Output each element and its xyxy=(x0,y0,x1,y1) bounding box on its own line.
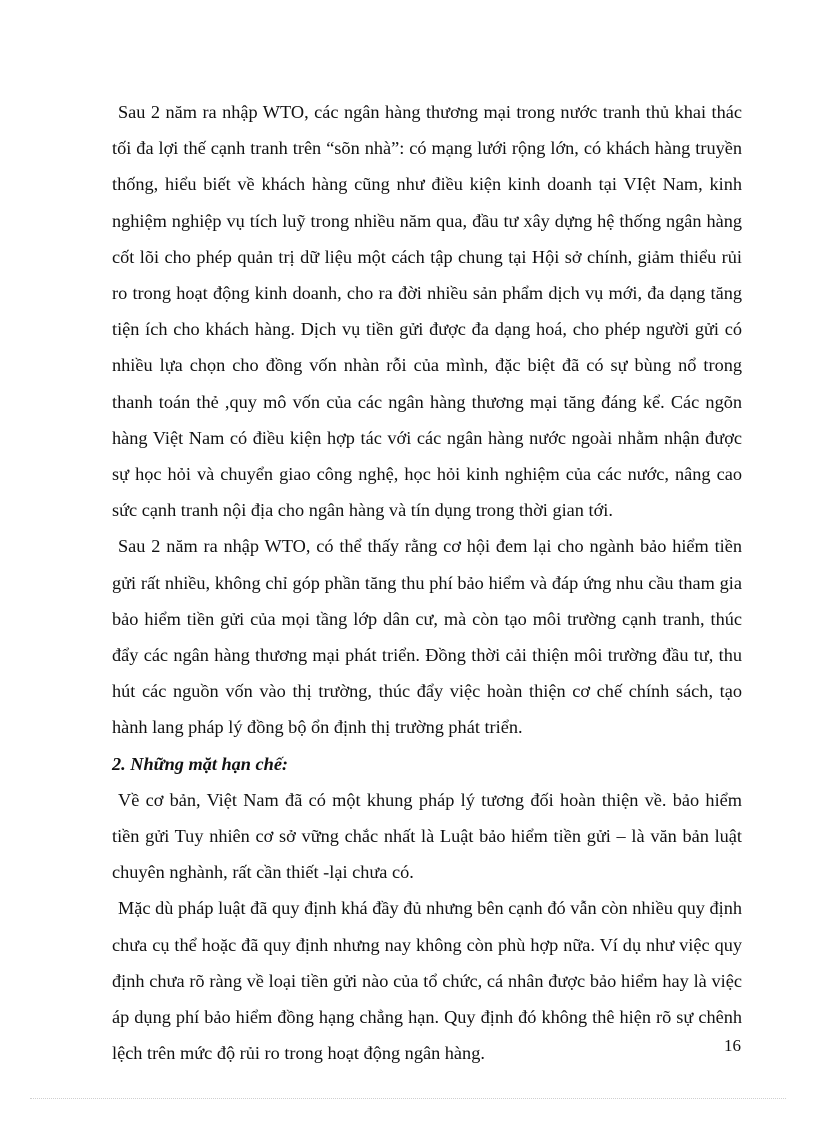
paragraph-legal-framework: Về cơ bản, Việt Nam đã có một khung pháp lý tương đối hoàn thiện về. bảo hiểm tiền gửi Tuy nhiên cơ sở vững chắc nhất là Luật bảo hiểm tiền gửi – là văn bản luật chuyên nghành, rất cần thiết -lại chưa có. xyxy=(112,789,742,883)
paragraph-wto-deposit-insurance: Sau 2 năm ra nhập WTO, có thể thấy rằng cơ hội đem lại cho ngành bảo hiểm tiền gửi rất nhiều, không chỉ góp phần tăng thu phí bảo hiểm và đáp ứng nhu cầu tham gia bảo hiểm tiền gửi của mọi tầng lớp dân cư, mà còn tạo môi trường cạnh tranh, thúc đẩy các ngân hàng thương mại phát triển. Đồng thời cải thiện môi trường đầu tư, thu hút các nguồn vốn vào thị trường, thúc đẩy việc hoàn thiện cơ chế chính sách, tạo hành lang pháp lý đồng bộ ổn định thị trường phát triển. xyxy=(112,536,742,738)
section-heading-limitations: 2. Những mặt hạn chế: xyxy=(112,753,289,774)
document-body xyxy=(112,94,742,1071)
paragraph-wto-banks: Sau 2 năm ra nhập WTO, các ngân hàng thương mại trong nước tranh thủ khai thác tối đa lợi thế cạnh tranh trên “sõn nhà”: có mạng lưới rộng lớn, có khách hàng truyền thống, hiểu biết về khách hàng cũng như điều kiện kinh doanh tại VIệt Nam, kinh nghiệm nghiệp vụ tích luỹ trong nhiều năm qua, đầu tư xây dựng hệ thống ngân hàng cốt lõi cho phép quản trị dữ liệu một cách tập chung tại Hội sở chính, giảm thiểu rủi ro trong hoạt động kinh doanh, cho ra đời nhiều sản phẩm dịch vụ mới, đa dạng tăng tiện ích cho khách hàng. Dịch vụ tiền gửi được đa dạng hoá, cho phép người gửi có nhiều lựa chọn cho đồng vốn nhàn rỗi của mình, đặc biệt đã có sự bùng nổ trong thanh toán thẻ ,quy mô vốn của các ngân hàng thương mại tăng đáng kể. Các ngõn hàng Việt Nam có điều kiện hợp tác với các ngân hàng nước ngoài nhằm nhận được sự học hỏi và chuyển giao công nghệ, học hỏi kinh nghiệm của các nước, nâng cao sức cạnh tranh nội địa cho ngân hàng và tín dụng trong thời gian tới. xyxy=(112,102,742,521)
paragraph-regulation-gaps: Mặc dù pháp luật đã quy định khá đầy đủ nhưng bên cạnh đó vẫn còn nhiều quy định chưa cụ thể hoặc đã quy định nhưng nay không còn phù hợp nữa. Ví dụ như việc quy định chưa rõ ràng về loại tiền gửi nào của tổ chức, cá nhân được bảo hiểm hay là việc áp dụng phí bảo hiểm đồng hạng chẳng hạn. Quy định đó không thê hiện rõ sự chênh lệch trên mức độ rủi ro trong hoạt động ngân hàng. xyxy=(112,898,742,1064)
footer-divider xyxy=(30,1098,786,1099)
page-number: 16 xyxy=(724,1036,741,1055)
